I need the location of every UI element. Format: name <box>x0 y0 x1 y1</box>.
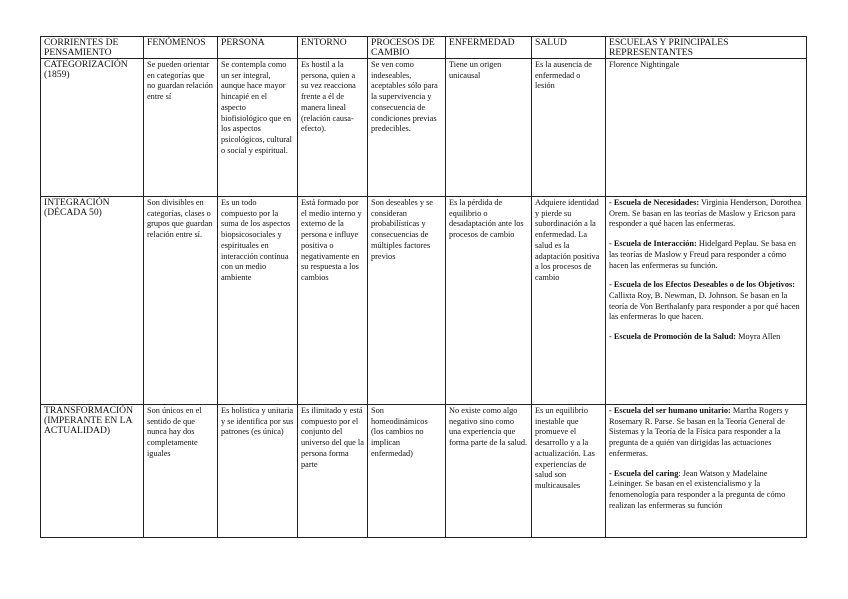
school-title: - Escuela de los Efectos Deseables o de los Objetivos: <box>609 280 795 290</box>
school-entry <box>609 60 803 71</box>
cell-entorno: Es hostil a la persona, quien a su vez reacciona frente a él de manera lineal (relación causa-efecto). <box>298 59 368 197</box>
cell-escuelas <box>606 59 807 197</box>
school-text: : Jean Watson y Madelaine Leininger. Se basan en el existencialismo y la fenomenología para responder a la pregunta de cómo realizan las enfermeras su función <box>609 468 786 510</box>
header-fenomenos: FENÓMENOS <box>144 37 218 59</box>
header-salud: SALUD <box>532 37 606 59</box>
cell-persona: Se contempla como un ser integral, aunque hace mayor hincapié en el aspecto biofisiológico que en los aspectos psicológicos, cultural o social y espiritual. <box>218 59 298 197</box>
school-entry <box>609 469 803 512</box>
cell-persona: Es holística y unitaria y se identifica por sus patrones (es única) <box>218 405 298 538</box>
cell-fenomenos: Se pueden orientar en categorías que no guardan relación entre sí <box>144 59 218 197</box>
cell-fenomenos: Son únicos en el sentido de que nunca hay dos completamente iguales <box>144 405 218 538</box>
cell-persona: Es un todo compuesto por la suma de los aspectos biopsicosociales y espirituales en interacción contínua con un medio ambiente <box>218 197 298 405</box>
school-entry <box>609 406 803 460</box>
header-enfermedad: ENFERMEDAD <box>446 37 532 59</box>
cell-salud: Es la ausencia de enfermedad o lesión <box>532 59 606 197</box>
cell-enfermedad: Es la pérdida de equilibrio o desadaptación ante los procesos de cambio <box>446 197 532 405</box>
school-title: - Escuela de Promoción de la Salud: <box>609 332 737 342</box>
cell-escuelas <box>606 405 807 538</box>
header-entorno: ENTORNO <box>298 37 368 59</box>
school-title: - Escuela del ser humano unitario: <box>609 406 731 415</box>
cell-enfermedad: No existe como algo negativo sino como una experiencia que forma parte de la salud. <box>446 405 532 538</box>
paradigms-table <box>40 36 807 538</box>
cell-entorno: Es ilimitado y está compuesto por el conjunto del universo del que la persona forma parte <box>298 405 368 538</box>
cell-salud: Adquiere identidad y pierde su subordinación a la enfermedad. La salud es la adaptación positiva a los procesos de cambio <box>532 197 606 405</box>
row-transformacion-name: TRANSFORMACIÓN (IMPERANTE EN LA ACTUALIDAD) <box>41 405 144 538</box>
header-procesos: PROCESOS DE CAMBIO <box>368 37 446 59</box>
header-escuelas: ESCUELAS Y PRINCIPALES REPRESENTANTES <box>606 37 807 59</box>
school-entry <box>609 239 803 271</box>
school-entry <box>609 332 803 343</box>
cell-salud: Es un equilibrio inestable que promueve el desarrollo y a la actualización. Las experiencias de salud son multicausales <box>532 405 606 538</box>
cell-enfermedad: Tiene un origen unicausal <box>446 59 532 197</box>
school-entry <box>609 280 803 323</box>
school-title: - Escuela del caring <box>609 468 679 478</box>
school-title: - Escuela de Necesidades: <box>609 198 700 207</box>
cell-procesos: Se ven como indeseables, aceptables sólo para la supervivencia y consecuencia de condiciones previas predecibles. <box>368 59 446 197</box>
row-categorizacion-name: CATEGORIZACIÓN (1859) <box>41 59 144 197</box>
cell-procesos: Son deseables y se consideran probabilísticas y consecuencias de múltiples factores previos <box>368 197 446 405</box>
row-integracion-name: INTEGRACIÓN (DÉCADA 50) <box>41 197 144 405</box>
cell-entorno: Está formado por el medio interno y externo de la persona e influye positiva o negativamente en su respuesta a los cambios <box>298 197 368 405</box>
cell-fenomenos: Son divisibles en categorías, clases o grupos que guardan relación entre sí. <box>144 197 218 405</box>
school-text: Virginia Henderson, Dorothea Orem. Se basan en las teorías de Maslow y Ericson para responder a qué hacen las enfermeras. <box>609 198 802 229</box>
table-row <box>41 405 807 538</box>
header-persona: PERSONA <box>218 37 298 59</box>
school-entry <box>609 198 803 230</box>
header-row <box>41 37 807 59</box>
school-text: Callixta Roy, B. Newman, D. Johnson. Se basan en la teoría de Von Berthalanfy para responder a por qué hacen las enfermeras lo que hacen. <box>609 290 800 322</box>
school-text: Martha Rogers y Rosemary R. Parse. Se basan en la Teoría General de Sistemas y la Teoría de la Física para responder a la pregunta de a quién van dirigidas las actuaciones enfermeras. <box>609 406 789 458</box>
table-row <box>41 59 807 197</box>
school-title: - Escuela de Interacción: <box>609 239 697 249</box>
cell-procesos: Son homeodinámicos (los cambios no implican enfermedad) <box>368 405 446 538</box>
table-row <box>41 197 807 405</box>
school-text: Moyra Allen <box>736 332 781 342</box>
header-corrientes: CORRIENTES DE PENSAMIENTO <box>41 37 144 59</box>
school-text: Florence Nightingale <box>609 60 680 69</box>
cell-escuelas <box>606 197 807 405</box>
school-text: Hidelgard Peplau. Se basa en las teorías de Maslow y Freud para responder a cómo hacen las enfermeras su función. <box>609 239 796 270</box>
